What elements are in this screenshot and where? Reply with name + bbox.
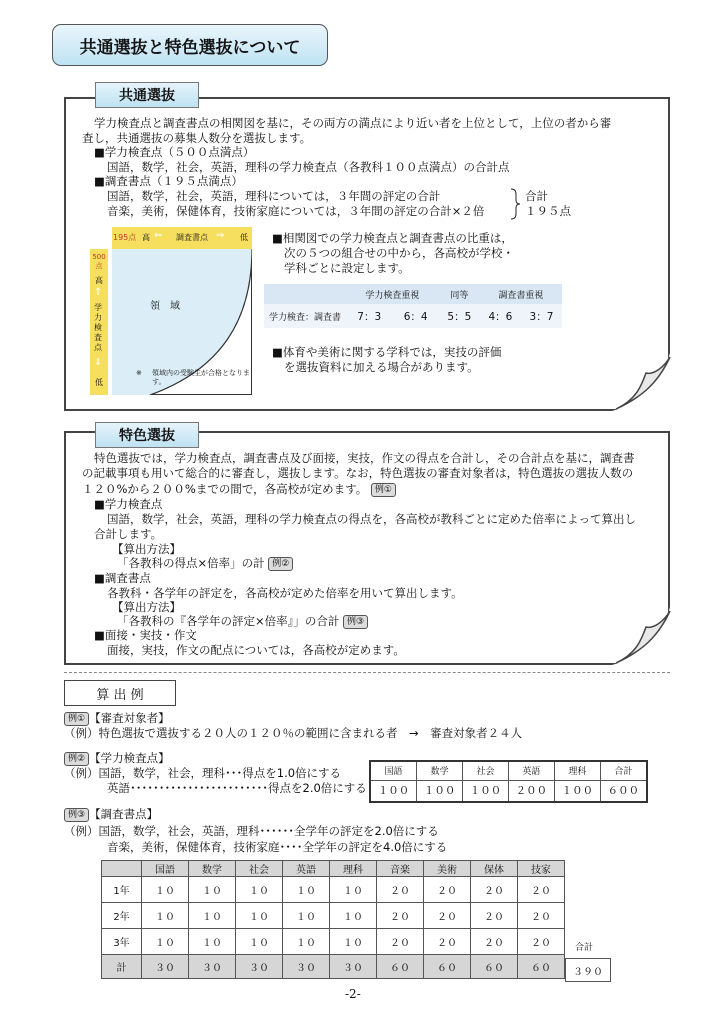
region-note: 領域内の受験生が合格となります。 bbox=[152, 369, 250, 386]
page-title: 共通選抜と特色選抜について bbox=[52, 24, 328, 66]
ex2-header: 合計 bbox=[600, 761, 647, 780]
ex3-header: 音楽 bbox=[377, 861, 424, 877]
tokushoku-intro-line3 bbox=[82, 482, 396, 497]
ex3-cell: ２０ bbox=[377, 877, 424, 903]
ex3-cell: ２０ bbox=[471, 929, 518, 955]
top-high-label: 高 bbox=[142, 233, 150, 242]
tk-formula-2 bbox=[117, 614, 368, 629]
ratio-note-line3: 学科ごとに設定します。 bbox=[284, 261, 410, 275]
ratio-value: 5：5 bbox=[439, 304, 480, 328]
examples-header: 算 出 例 bbox=[64, 680, 176, 706]
ex2-title bbox=[64, 751, 170, 766]
ratio-note-line1: ■相関図での学力検査点と調査書点の比重は， bbox=[272, 231, 513, 245]
ex3-cell: ２０ bbox=[377, 903, 424, 929]
tk-formula-1 bbox=[117, 556, 293, 571]
arrow-right-icon: ⇒ bbox=[216, 230, 225, 241]
correlation-diagram bbox=[90, 227, 252, 395]
ex3-cell: １０ bbox=[330, 929, 377, 955]
tokushoku-tab: 特色選抜 bbox=[95, 422, 199, 448]
ex3-cell: ２０ bbox=[518, 903, 565, 929]
top-195-label: 195点 bbox=[113, 233, 137, 242]
ratio-value: 4：6 bbox=[480, 304, 521, 328]
ex3-cell: １０ bbox=[283, 929, 330, 955]
ex3-cell: １０ bbox=[142, 929, 189, 955]
ratio-header-chosasho: 調査書重視 bbox=[480, 284, 562, 304]
tokushoku-intro-line2: の記載事項も用いて総合的に審査し，選抜します。なお，特色選抜の審査対象者は，特色選抜の選抜人数の bbox=[82, 466, 634, 480]
arrow-up-icon: ⇑ bbox=[94, 287, 103, 298]
ex3-cell: １０ bbox=[142, 903, 189, 929]
formula-1-text: 「各教科の得点×倍率」の計 bbox=[117, 556, 265, 570]
ratio-header-equal: 同等 bbox=[439, 284, 480, 304]
ex3-total-cell: ３０ bbox=[236, 955, 283, 979]
item-gakuryoku-body: 国語，数学，社会，英語，理科の学力検査点（各教科１００点満点）の合計点 bbox=[107, 160, 510, 174]
ex3-cell: １０ bbox=[142, 877, 189, 903]
ex3-title bbox=[64, 807, 158, 822]
ratio-value: 7：3 bbox=[346, 304, 392, 328]
ex3-badge: 例③ bbox=[64, 808, 89, 822]
ex3-cell: １０ bbox=[330, 877, 377, 903]
ex3-total-cell: ３０ bbox=[283, 955, 330, 979]
tk-calc-label-2: 【算出方法】 bbox=[112, 600, 181, 614]
ex3-cell: ２０ bbox=[518, 877, 565, 903]
page-curl-decoration bbox=[612, 607, 672, 667]
ex3-line1: （例）国語，数学，社会，英語，理科･･････全学年の評定を2.0倍にする bbox=[64, 824, 439, 838]
ex3-header: 技家 bbox=[518, 861, 565, 877]
ex2-header: 国語 bbox=[370, 761, 417, 780]
ex3-cell: １０ bbox=[189, 903, 236, 929]
ratio-value: 3：7 bbox=[521, 304, 562, 328]
ex3-cell: １０ bbox=[236, 877, 283, 903]
ex1-badge: 例① bbox=[64, 712, 89, 726]
item-chosasho-line2: 音楽，美術，保健体育，技術家庭については，３年間の評定の合計×２倍 bbox=[107, 204, 485, 218]
ex3-cell: ２０ bbox=[424, 903, 471, 929]
arrow-left-icon: ⇐ bbox=[154, 230, 163, 241]
grand-total-value: ３９０ bbox=[565, 958, 611, 982]
kyotsu-intro-line1: 学力検査点と調査書点の相関図を基に，その両方の満点により近い者を上位として，上位の者から審 bbox=[94, 116, 612, 130]
ratio-header-gakuryoku: 学力検査重視 bbox=[346, 284, 439, 304]
ex2-value: ２００ bbox=[508, 780, 554, 802]
ex2-header: 理科 bbox=[554, 761, 600, 780]
ex2-value: １００ bbox=[417, 780, 463, 802]
ex1-title-text: 【審査対象者】 bbox=[89, 711, 170, 725]
ex3-cell: １０ bbox=[330, 903, 377, 929]
total-label: 合計 bbox=[525, 189, 548, 203]
ex3-table bbox=[101, 860, 565, 979]
ratio-header-empty bbox=[264, 284, 346, 304]
formula-2-text: 「各教科の『各学年の評定×倍率』」の合計 bbox=[117, 614, 340, 628]
left-axis-label: 学力検査点 bbox=[94, 303, 102, 352]
ex3-total-cell: ３０ bbox=[142, 955, 189, 979]
item-gakuryoku-head: ■学力検査点（５００点満点） bbox=[94, 145, 255, 159]
ex3-header: 国語 bbox=[142, 861, 189, 877]
page-curl-decoration bbox=[612, 353, 672, 413]
region-label: 領 域 bbox=[150, 301, 180, 312]
ex2-value: ６００ bbox=[600, 780, 647, 802]
ex2-badge: 例② bbox=[64, 752, 89, 766]
grand-total-label: 合計 bbox=[575, 943, 594, 953]
tk-item2-head: ■調査書点 bbox=[94, 571, 151, 585]
ex3-cell: ２０ bbox=[424, 929, 471, 955]
ex2-header: 数学 bbox=[417, 761, 463, 780]
ratio-row-label: 学力検査：調査書 bbox=[264, 304, 346, 328]
tk-item1-body2: 合計します。 bbox=[94, 527, 163, 541]
ex3-cell: １０ bbox=[283, 903, 330, 929]
example-3-badge: 例③ bbox=[343, 615, 368, 629]
ex2-value: １００ bbox=[554, 780, 600, 802]
ex3-row-label: 2年 bbox=[102, 903, 142, 929]
tk-calc-label-1: 【算出方法】 bbox=[112, 542, 181, 556]
tk-item3-body: 面接，実技，作文の配点については，各高校が定めます。 bbox=[107, 643, 405, 657]
ex2-line2: 英語････････････････････････得点を2.0倍にする bbox=[107, 781, 367, 795]
tk-item1-head: ■学力検査点 bbox=[94, 497, 163, 511]
ex3-title-text: 【調査書点】 bbox=[89, 807, 159, 821]
ex3-line2: 音楽，美術，保健体育，技術家庭････全学年の評定を4.0倍にする bbox=[107, 840, 448, 854]
ex3-header: 英語 bbox=[283, 861, 330, 877]
item-chosasho-head: ■調査書点（１９５点満点） bbox=[94, 174, 243, 188]
tk-item1-body1: 国語，数学，社会，英語，理科の学力検査点の得点を，各高校が教科ごとに定めた倍率によって算出し bbox=[107, 512, 636, 526]
ratio-value: 6：4 bbox=[392, 304, 438, 328]
ex3-cell: ２０ bbox=[377, 929, 424, 955]
region-note-mark: ※ bbox=[136, 369, 142, 377]
pe-note-line1: ■体育や美術に関する学科では，実技の評価 bbox=[272, 345, 502, 359]
ex2-value: １００ bbox=[463, 780, 509, 802]
top-axis-label: 調査書点 bbox=[176, 233, 208, 242]
ex3-row-label: 1年 bbox=[102, 877, 142, 903]
ratio-table bbox=[264, 284, 562, 328]
ex2-title-text: 【学力検査点】 bbox=[89, 751, 170, 765]
ex3-cell: ２０ bbox=[518, 929, 565, 955]
ex3-cell: １０ bbox=[283, 877, 330, 903]
ex3-row-label: 3年 bbox=[102, 929, 142, 955]
ex3-cell: ２０ bbox=[471, 877, 518, 903]
ex1-title bbox=[64, 711, 170, 726]
ex2-header: 社会 bbox=[463, 761, 509, 780]
ex3-cell: ２０ bbox=[471, 903, 518, 929]
left-500-label: 500点 bbox=[92, 253, 106, 270]
ex2-value: １００ bbox=[370, 780, 417, 802]
left-high-label: 高 bbox=[95, 276, 103, 285]
ex3-cell: １０ bbox=[189, 877, 236, 903]
ex1-body: （例）特色選抜で選抜する２０人の１２０％の範囲に含まれる者 → 審査対象者２４人 bbox=[64, 726, 523, 740]
example-2-badge: 例② bbox=[268, 557, 293, 571]
ex3-total-cell: ３０ bbox=[330, 955, 377, 979]
example-1-badge: 例① bbox=[371, 483, 396, 497]
ex3-header: 数学 bbox=[189, 861, 236, 877]
top-low-label: 低 bbox=[240, 233, 248, 242]
ex3-total-cell: ６０ bbox=[471, 955, 518, 979]
left-low-label: 低 bbox=[95, 378, 103, 387]
arrow-down-icon: ⇓ bbox=[94, 357, 103, 368]
ex3-cell: １０ bbox=[189, 929, 236, 955]
tk-item2-body: 各教科・各学年の評定を，各高校が定めた倍率を用いて算出します。 bbox=[107, 586, 463, 600]
ex2-table bbox=[369, 760, 648, 803]
ex3-total-label: 計 bbox=[102, 955, 142, 979]
kyotsu-tab: 共通選抜 bbox=[95, 82, 199, 108]
ex3-header bbox=[102, 861, 142, 877]
tk-item3-head: ■面接・実技・作文 bbox=[94, 628, 197, 642]
tokushoku-intro-text: １２０%から２００%までの間で，各高校が定めます。 bbox=[82, 482, 368, 496]
ex2-header: 英語 bbox=[508, 761, 554, 780]
ex3-header: 美術 bbox=[424, 861, 471, 877]
ratio-note-line2: 次の５つの組合せの中から，各高校が学校・ bbox=[284, 246, 514, 260]
ex3-header: 社会 bbox=[236, 861, 283, 877]
ex3-cell: １０ bbox=[236, 903, 283, 929]
ex3-cell: ２０ bbox=[424, 877, 471, 903]
ex2-line1: （例）国語，数学，社会，理科･･･得点を1.0倍にする bbox=[64, 766, 342, 780]
ex3-cell: １０ bbox=[236, 929, 283, 955]
total-value: １９５点 bbox=[525, 204, 571, 218]
pe-note-line2: を選抜資料に加える場合があります。 bbox=[284, 360, 479, 374]
ex3-header: 保体 bbox=[471, 861, 518, 877]
item-chosasho-line1: 国語，数学，社会，英語，理科については，３年間の評定の合計 bbox=[107, 189, 441, 203]
ex3-total-cell: ６０ bbox=[518, 955, 565, 979]
ex3-total-cell: ３０ bbox=[189, 955, 236, 979]
bracket-decoration bbox=[509, 188, 521, 220]
section-divider bbox=[64, 672, 670, 673]
ex3-total-cell: ６０ bbox=[377, 955, 424, 979]
page-number: -2- bbox=[345, 987, 361, 1001]
tokushoku-intro-line1: 特色選抜では，学力検査点，調査書点及び面接，実技，作文の得点を合計し，その合計点を基に，調査書 bbox=[94, 451, 635, 465]
kyotsu-intro-line2: 査し，共通選抜の募集人数分を選抜します。 bbox=[82, 131, 312, 145]
ex3-header: 理科 bbox=[330, 861, 377, 877]
ex3-total-cell: ６０ bbox=[424, 955, 471, 979]
